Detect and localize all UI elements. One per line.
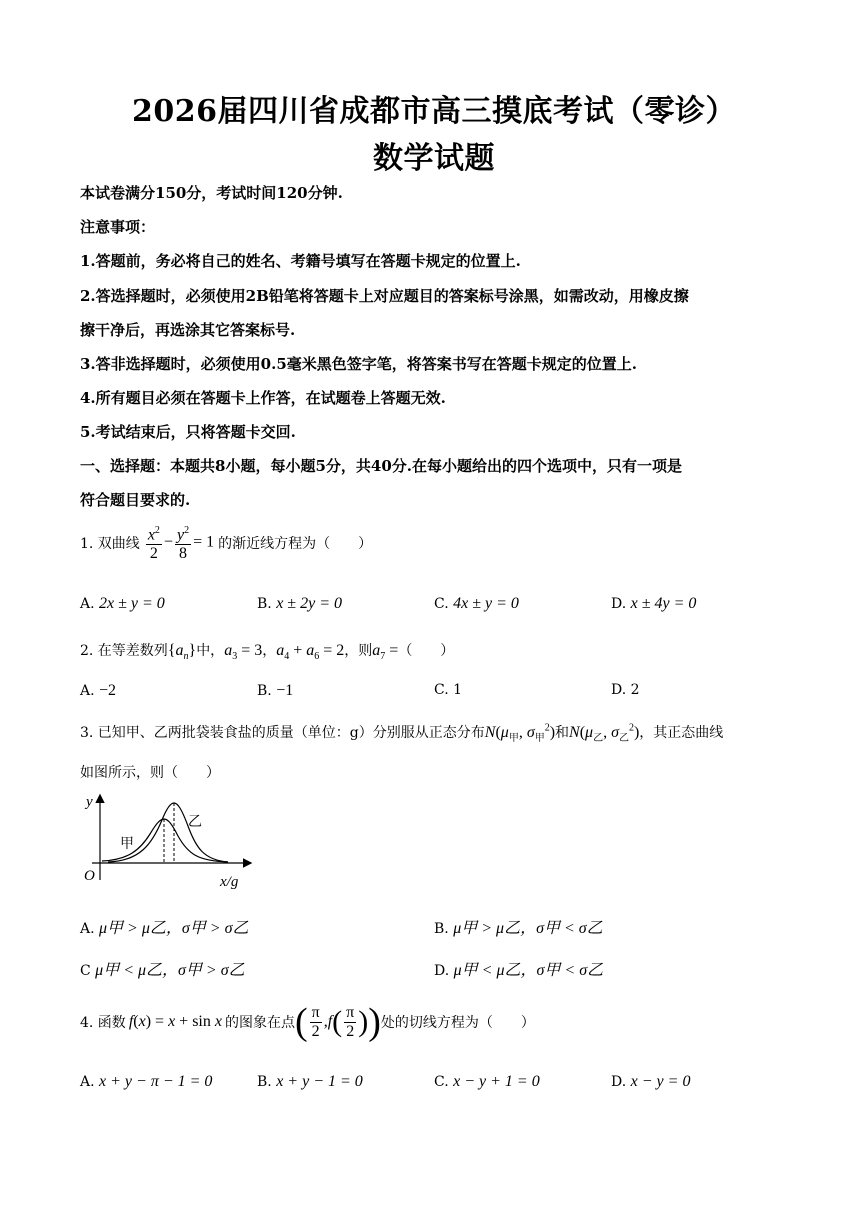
q1-option-c[interactable]: C. 4x ± y = 0 [434,595,519,612]
page-subtitle: 数学试题 [373,141,495,176]
q2-option-a[interactable]: A. −2 [80,682,117,699]
question-1-suffix: 的渐近线方程为（ ） [218,535,373,552]
q2-option-b[interactable]: B. −1 [257,682,294,699]
section-heading: 一、选择题：本题共8小题，每小题5分，共40分.在每小题给出的四个选项中，只有一项是 [80,457,682,475]
question-4: 4. 函数 f(x) = x + sin x 的图象在点 ( $\frac{\pi}{2}$ , f ( $\frac{\pi}{2}$ ) ) 处的切线方程为（ ） [80,1001,535,1043]
q1-option-b[interactable]: B. x ± 2y = 0 [257,595,342,612]
question-1-prefix: 1. 双曲线 [80,535,140,552]
section-heading-cont: 符合题目要求的. [80,491,191,509]
x-axis-label: x/g [220,874,239,890]
q2-option-d[interactable]: D. 2 [611,682,640,698]
q3-option-d[interactable]: D. μ甲 < μ乙，σ甲 < σ乙 [434,962,604,979]
notice-item-4: 4.所有题目必须在答题卡上作答，在试题卷上答题无效. [80,389,446,407]
q3-option-b[interactable]: B. μ甲 > μ乙，σ甲 < σ乙 [434,920,603,937]
page-title: 2026届四川省成都市高三摸底考试（零诊） [132,94,736,129]
curve-yi-label: 乙 [188,814,202,830]
q4-option-d[interactable]: D. x − y = 0 [611,1073,691,1090]
notice-item-2-cont: 擦干净后，再选涂其它答案标号. [80,321,296,339]
y-axis-label: y [86,794,93,810]
q2-option-c[interactable]: C. 1 [434,682,463,698]
notice-item-2: 2.答选择题时，必须使用2B铅笔将答题卡上对应题目的答案标号涂黑，如需改动，用橡皮擦 [80,287,689,305]
tangent-point: ( $\frac{\pi}{2}$ , f ( $\frac{\pi}{2}$ ) ) [294,1001,381,1043]
q4-option-b[interactable]: B. x + y − 1 = 0 [257,1073,363,1090]
question-1 [80,522,372,563]
notice-item-5: 5.考试结束后，只将答题卡交回. [80,423,296,441]
curve-yi [108,803,228,862]
q1-option-d[interactable]: D. x ± 4y = 0 [611,595,697,612]
q4-option-c[interactable]: C. x − y + 1 = 0 [434,1073,540,1090]
curve-jia-label: 甲 [120,836,134,852]
hyperbola-equation: $\frac{x^2}{2}$ − $\frac{y^2}{8}$ = 1 [144,522,214,563]
q1-option-a[interactable]: A. 2x ± y = 0 [80,595,165,612]
score-time-note: 本试卷满分150分，考试时间120分钟. [80,184,343,202]
normal-curves-figure [78,790,258,890]
q3-option-a[interactable]: A. μ甲 > μ乙，σ甲 > σ乙 [80,920,249,937]
notice-heading: 注意事项： [80,218,156,236]
function-definition: f(x) = x + sin x [128,1013,222,1030]
question-3: 3. 已知甲、乙两批袋装食盐的质量（单位：g）分别服从正态分布$N(\mu_甲$, $\sigma_甲^2$)和$N(\mu_乙$, $\sigma_乙^2$)，其正态曲线 [80,722,724,745]
q3-option-c[interactable]: C μ甲 < μ乙，σ甲 > σ乙 [80,962,245,979]
question-2: 2. 在等差数列$\{a_n\}$中，$a_3 = 3$，$a_4 + a_6 = 2$，则$a_7$ =（ ） [80,642,455,663]
notice-item-1: 1.答题前，务必将自己的姓名、考籍号填写在答题卡规定的位置上. [80,252,521,270]
q4-option-a[interactable]: A. x + y − π − 1 = 0 [80,1073,213,1090]
notice-item-3: 3.答非选择题时，必须使用0.5毫米黑色签字笔，将答案书写在答题卡规定的位置上. [80,355,637,373]
origin-label: O [84,868,95,884]
question-3-cont: 如图所示，则（ ） [80,765,220,781]
